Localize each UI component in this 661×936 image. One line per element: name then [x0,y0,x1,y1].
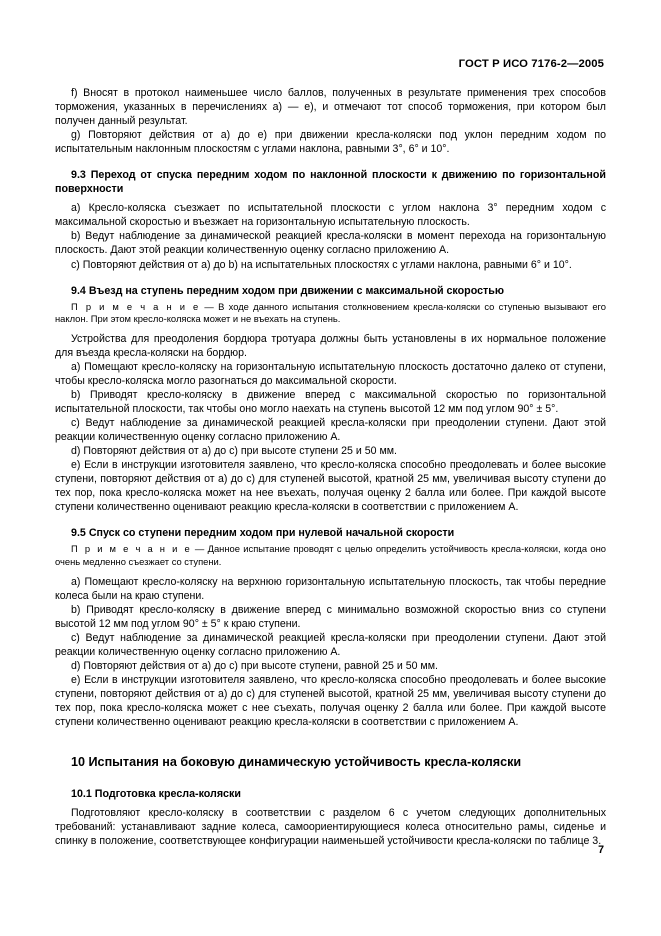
spacer [55,272,606,284]
paragraph-9-3-c: c) Повторяют действия от a) до b) на испытательных плоскостях с углами наклона, равными 6° и 10°. [71,258,572,271]
spacer [55,729,606,755]
note-label: П р и м е ч а н и е [71,543,192,555]
page-header-standard-code: ГОСТ Р ИСО 7176-2—2005 [458,58,604,70]
heading-10-1: 10.1 Подготовка кресла-коляски [71,787,241,800]
paragraph-9-4-b: b) Приводят кресло-коляску в движение вперед с максимальной скоростью по горизонтальной испытательной плоскости, так чтобы оно могло наехать на ступень высотой 12 мм под углом 90° ± 5°. [55,388,606,416]
heading-9-4: 9.4 Въезд на ступень передним ходом при движении с максимальной скоростью [71,284,504,297]
paragraph-9-4-d: d) Повторяют действия от a) до c) при высоте ступени 25 и 50 мм. [71,445,397,458]
note-text: — В ходе данного испытания столкновением кресла-коляски со ступенью вызывают его наклон. При этом кресло-коляска может и не въехать на ступень. [55,300,606,325]
paragraph-item-f: f) Вносят в протокол наименьшее число баллов, полученных в результате применения трех способов торможения, указанных в перечислениях a) — e), и отмечают тот способ торможения, при котором был получен данный результат. [55,87,606,128]
paragraph-9-4-e: e) Если в инструкции изготовителя заявлено, что кресло-коляска способно преодолевать и более высокие ступени, повторяют действия от a) до c) для ступеней высотой, кратной 25 мм, увеличивая высоту ступени до тех пор, пока кресло-коляска может на нее въехать, получая оценку 2 балла или более. При каждой высоте ступени количественно оценивают реакцию кресла-коляски в соответствии с приложением А. [55,459,606,514]
heading-9-3: 9.3 Переход от спуска передним ходом по наклонной плоскости к движению по горизонтальной поверхности [55,169,606,196]
paragraph-9-3-a: a) Кресло-коляска съезжает по испытательной плоскости с углом наклона 3° передним ходом с максимальной скоростью и въезжает на горизонтальную испытательную плоскость. [55,202,606,229]
spacer [55,514,606,526]
note-9-5 [55,543,606,568]
paragraph-9-5-d: d) Повторяют действия от a) до c) при высоте ступени, равной 25 и 50 мм. [71,659,438,672]
paragraph-10-1-text: Подготовляют кресло-коляску в соответствии с разделом 6 с учетом следующих дополнительных требований: устанавливают задние колеса, самоориентирующиеся колеса относительно рамы, сиденье и спинку в положение, соответствующее конфигурации наименьшей устойчивости кресла-коляски по таблице 3. [55,806,606,847]
paragraph-9-5-a: a) Помещают кресло-коляску на верхнюю горизонтальную испытательную плоскость, так чтобы передние колеса были на краю ступени. [55,575,606,602]
note-text: — Данное испытание проводят с целью определить устойчивость кресла-коляски, когда оно очень медленно съезжает со ступени. [55,543,606,568]
paragraph-9-5-c: c) Ведут наблюдение за динамической реакцией кресла-коляски при преодолении ступени. Дают этой реакции количественную оценку согласно приложению А. [55,631,606,658]
spacer [55,156,606,168]
paragraph-9-4-c: c) Ведут наблюдение за динамической реакцией кресла-коляски при преодолении ступени. Дают этой реакции количественную оценку согласно приложению А. [55,417,606,444]
paragraph-9-4-intro: Устройства для преодоления бордюра тротуара должны быть установлены в их нормальное положение для въезда кресла-коляски на бордюр. [55,332,606,359]
document-body [55,86,606,848]
spacer [55,771,606,787]
paragraph-9-5-b: b) Приводят кресло-коляску в движение вперед с минимально возможной скоростью вниз со ступени высотой 12 мм под углом 90° ± 5° к краю ступени. [55,603,606,630]
note-9-4 [55,301,606,326]
note-label: П р и м е ч а н и е [71,300,201,312]
heading-10: 10 Испытания на боковую динамическую устойчивость кресла-коляски [71,755,522,770]
heading-9-5: 9.5 Спуск со ступени передним ходом при нулевой начальной скорости [71,527,455,540]
paragraph-9-4-a: a) Помещают кресло-коляску на горизонтальную испытательную плоскость достаточно далеко от ступени, чтобы кресло-коляска могло разогнаться до максимальной скорости. [55,360,606,387]
paragraph-item-g: g) Повторяют действия от a) до e) при движении кресла-коляски под уклон передним ходом по испытательным наклонным плоскостям с углами наклона, равными 3°, 6° и 10°. [55,129,606,156]
paragraph-9-3-b: b) Ведут наблюдение за динамической реакцией кресла-коляски в момент перехода на горизонтальную плоскость. Дают этой реакции количественную оценку согласно приложению А. [55,230,606,257]
page-number: 7 [598,844,604,856]
paragraph-9-5-e: e) Если в инструкции изготовителя заявлено, что кресло-коляска способно преодолевать и более высокие ступени, повторяют действия от a) до c) для ступеней высотой, кратной 25 мм, увеличивая высоту ступени до тех пор, пока кресло-коляска может с нее съехать, получая оценку 2 балла или более. При каждой высоте ступени количественно оценивают реакцию кресла-коляски в соответствии с приложением А. [55,673,606,729]
